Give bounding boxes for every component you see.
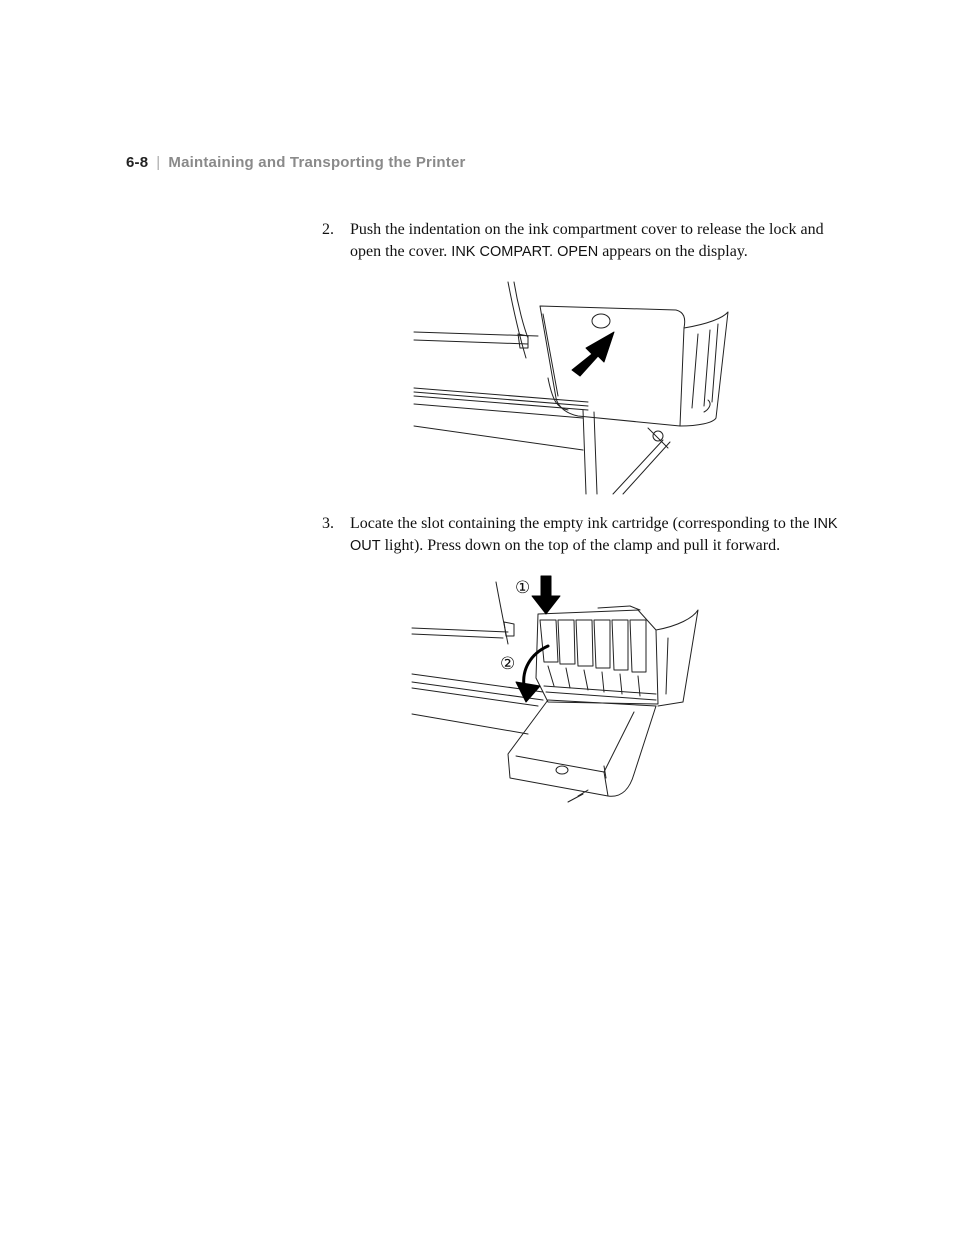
- callout-1: ①: [515, 578, 531, 598]
- step-text-part: Push the indentation on the ink compartment cover to release the lock and open the cover.: [350, 221, 824, 260]
- step-number: 3.: [322, 515, 334, 532]
- step-number: 2.: [322, 221, 334, 238]
- step-text: [350, 219, 842, 263]
- ink-bay-illustration: [408, 574, 708, 806]
- display-message: INK COMPART. OPEN: [451, 244, 599, 260]
- callout-2: ②: [500, 654, 516, 674]
- step-2: [322, 219, 842, 263]
- step-text-part: appears on the display.: [598, 243, 748, 260]
- chapter-title: Maintaining and Transporting the Printer: [168, 154, 466, 171]
- page-number: 6-8: [126, 154, 149, 171]
- header-separator: |: [156, 154, 161, 171]
- step-3: [322, 513, 842, 557]
- step-text: [350, 513, 842, 557]
- step-text-part: Locate the slot containing the empty ink cartridge (corresponding to the: [350, 515, 814, 532]
- step-text-part: light). Press down on the top of the clamp and pull it forward.: [380, 537, 781, 554]
- printer-illustration: [408, 278, 738, 498]
- figure-pull-clamp: [408, 574, 708, 806]
- display-message: INK OUT: [350, 516, 838, 554]
- running-header: [126, 154, 466, 171]
- figure-open-ink-cover: [408, 278, 738, 498]
